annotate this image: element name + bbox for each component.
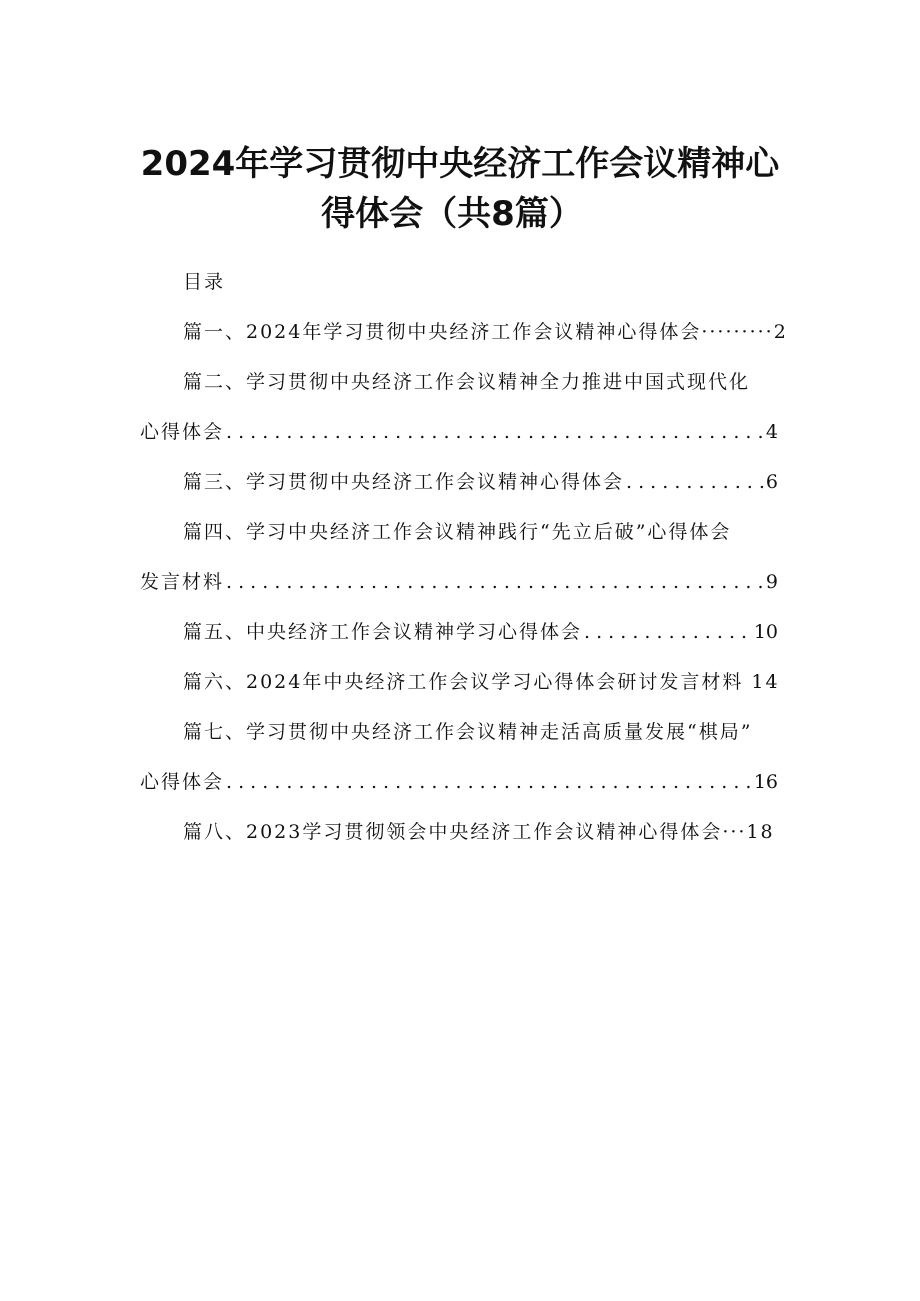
toc-entry-7-text-cont: 心得体会: [140, 771, 225, 793]
toc-entry-6-text: 篇六、2024年中央经济工作会议学习心得体会研讨发言材料 14: [183, 671, 780, 693]
toc-entry-7-line-2[interactable]: [140, 768, 778, 796]
toc-entry-4-line-2[interactable]: [140, 568, 778, 596]
toc-entry-4-text: 篇四、学习中央经济工作会议精神践行“先立后破”心得体会: [183, 521, 732, 543]
toc-entry-2-line-1[interactable]: [183, 368, 750, 396]
document-title-line-1: 2024年学习贯彻中央经济工作会议精神心: [140, 144, 780, 184]
toc-entry-1[interactable]: [183, 318, 788, 346]
toc-entry-7-line-1[interactable]: [183, 718, 752, 746]
toc-entry-5-page: 10: [753, 621, 778, 643]
toc-entry-7-text: 篇七、学习贯彻中央经济工作会议精神走活高质量发展“棋局”: [183, 721, 753, 743]
toc-leader-dots: [226, 418, 764, 446]
toc-entry-4-page: 9: [765, 571, 778, 593]
toc-heading: 目录: [183, 271, 226, 293]
toc-entry-4-text-cont: 发言材料: [140, 571, 225, 593]
toc-entry-3-page: 6: [765, 471, 778, 493]
toc-entry-2-text-cont: 心得体会: [140, 421, 225, 443]
toc-entry-3-text: 篇三、学习贯彻中央经济工作会议精神心得体会: [183, 471, 625, 493]
toc-leader-dots: [626, 468, 764, 496]
toc-entry-5-text: 篇五、中央经济工作会议精神学习心得体会: [183, 621, 583, 643]
toc-entry-5[interactable]: [183, 618, 778, 646]
toc-entry-1-text: 篇一、2024年学习贯彻中央经济工作会议精神心得体会·········2: [183, 321, 788, 343]
toc-entry-2-page: 4: [765, 421, 778, 443]
toc-leader-dots: [584, 618, 752, 646]
toc-entry-4-line-1[interactable]: [183, 518, 731, 546]
toc-leader-dots: [226, 768, 752, 796]
toc-entry-6[interactable]: [183, 668, 780, 696]
toc-leader-dots: [226, 568, 764, 596]
document-title-line-2: 得体会（共8篇）: [321, 194, 583, 234]
toc-entry-3[interactable]: [183, 468, 778, 496]
toc-entry-8-text: 篇八、2023学习贯彻领会中央经济工作会议精神心得体会···18: [183, 821, 775, 843]
toc-entry-2-text: 篇二、学习贯彻中央经济工作会议精神全力推进中国式现代化: [183, 371, 751, 393]
toc-entry-8[interactable]: [183, 818, 775, 846]
toc-entry-7-page: 16: [753, 771, 778, 793]
toc-entry-2-line-2[interactable]: [140, 418, 778, 446]
